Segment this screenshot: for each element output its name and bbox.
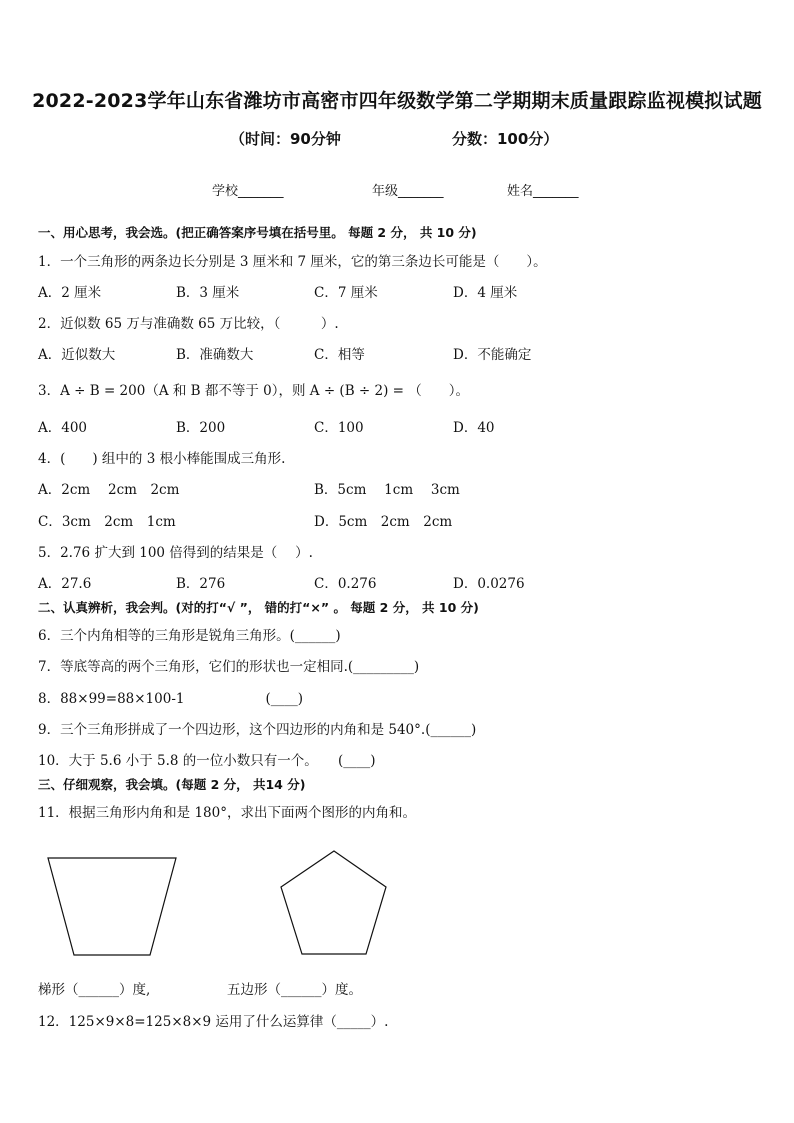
q3-option-b: B．200 — [176, 420, 226, 436]
question-4: 4．( ) 组中的 3 根小棒能围成三角形. — [38, 451, 286, 467]
question-8: 8．88×99=88×100-1 (____) — [38, 691, 304, 707]
question-3: 3．A ÷ B = 200（A 和 B 都不等于 0），则 A ÷ (B ÷ 2) = （ ）。 — [38, 383, 470, 399]
pentagon-figure — [278, 848, 390, 958]
page-title: 2022-2023学年山东省潍坊市高密市四年级数学第二学期期末质量跟踪监视模拟试题 — [32, 90, 762, 112]
trapezoid-figure — [46, 856, 180, 958]
question-2: 2．近似数 65 万与准确数 65 万比较，（ ）. — [38, 316, 339, 332]
q5-option-d: D．0.0276 — [453, 576, 525, 592]
question-12: 12．125×9×8=125×8×9 运用了什么运算律（_____）. — [38, 1014, 389, 1030]
name-field[interactable]: 姓名_______ — [507, 184, 579, 199]
q1-option-b: B．3 厘米 — [176, 285, 240, 301]
q4-option-d: D．5cm 2cm 2cm — [314, 514, 453, 530]
q1-option-a: A．2 厘米 — [38, 285, 102, 301]
question-10: 10．大于 5.6 小于 5.8 的一位小数只有一个。 (____) — [38, 753, 376, 769]
total-score: 分数：100分） — [452, 130, 559, 148]
q3-option-c: C．100 — [314, 420, 364, 436]
question-6: 6．三个内角相等的三角形是锐角三角形。(______) — [38, 628, 341, 644]
trapezoid-answer: 梯形（______）度, — [38, 982, 151, 998]
q4-option-a: A．2cm 2cm 2cm — [38, 482, 180, 498]
q2-option-d: D．不能确定 — [453, 347, 532, 363]
q2-option-c: C．相等 — [314, 347, 365, 363]
question-5: 5．2.76 扩大到 100 倍得到的结果是（ ）. — [38, 545, 313, 561]
question-9: 9．三个三角形拼成了一个四边形，这个四边形的内角和是 540°.(______) — [38, 722, 477, 738]
q1-option-c: C．7 厘米 — [314, 285, 378, 301]
grade-field[interactable]: 年级_______ — [372, 184, 444, 199]
q4-option-c: C．3cm 2cm 1cm — [38, 514, 176, 530]
question-7: 7．等底等高的两个三角形，它们的形状也一定相同.(_________) — [38, 659, 420, 675]
q5-option-a: A．27.6 — [38, 576, 92, 592]
question-11: 11．根据三角形内角和是 180°，求出下面两个图形的内角和。 — [38, 805, 416, 821]
q4-option-b: B．5cm 1cm 3cm — [314, 482, 460, 498]
q2-option-a: A．近似数大 — [38, 347, 116, 363]
q3-option-d: D．40 — [453, 420, 495, 436]
q3-option-a: A．400 — [38, 420, 88, 436]
q5-option-b: B．276 — [176, 576, 226, 592]
section-3-heading: 三、仔细观察，我会填。(每题 2 分， 共14 分) — [38, 777, 306, 792]
q2-option-b: B．准确数大 — [176, 347, 254, 363]
section-1-heading: 一、用心思考，我会选。(把正确答案序号填在括号里。 每题 2 分， 共 10 分) — [38, 225, 477, 240]
pentagon-answer: 五边形（______）度。 — [227, 982, 362, 998]
question-1: 1．一个三角形的两条边长分别是 3 厘米和 7 厘米，它的第三条边长可能是（ ）。 — [38, 254, 547, 270]
school-field[interactable]: 学校_______ — [212, 184, 284, 199]
q1-option-d: D．4 厘米 — [453, 285, 518, 301]
time-limit: （时间：90分钟 — [230, 130, 341, 148]
q5-option-c: C．0.276 — [314, 576, 377, 592]
section-2-heading: 二、认真辨析，我会判。(对的打“√ ”， 错的打“×” 。 每题 2 分， 共 10 分) — [38, 600, 479, 615]
